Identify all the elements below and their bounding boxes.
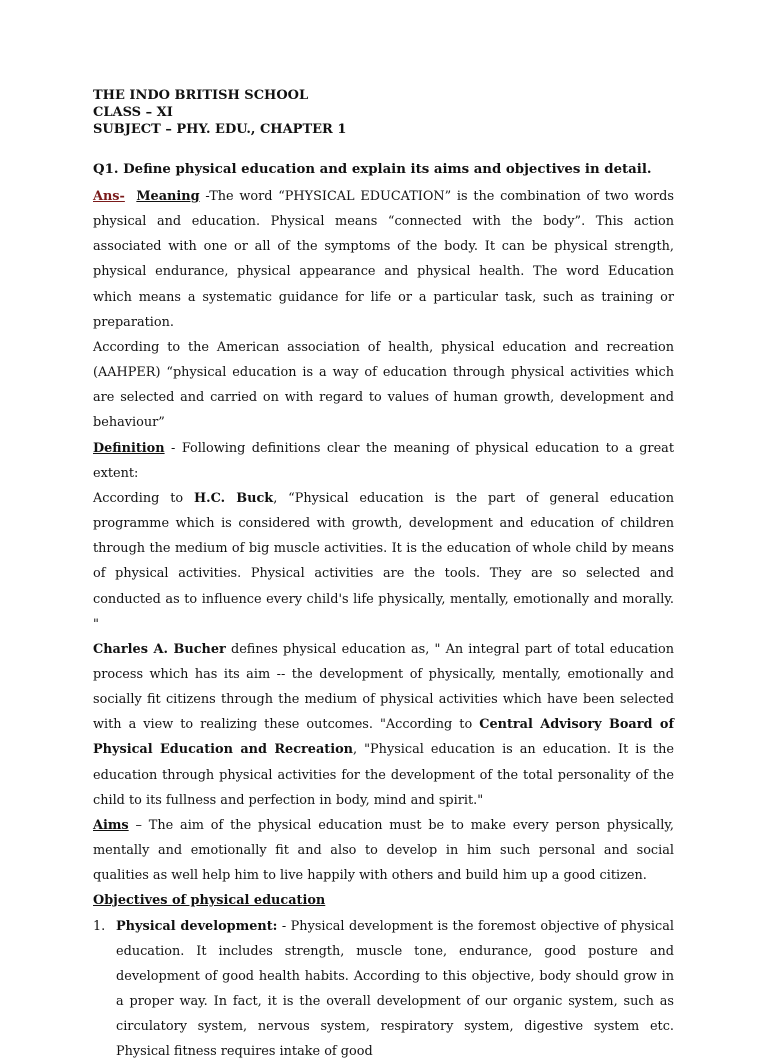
buck-prefix: According to xyxy=(93,490,194,506)
school-name: THE INDO BRITISH SCHOOL xyxy=(93,88,309,103)
definition-text: - Following definitions clear the meaning of physical education to a great extent: xyxy=(93,440,674,481)
bucher-paragraph xyxy=(93,637,674,813)
list-number: 1. xyxy=(93,918,106,934)
document-header xyxy=(93,87,346,138)
cabpe-name: Central Advisory Board of Physical Education and Recreation xyxy=(93,717,675,758)
buck-paragraph xyxy=(93,486,674,637)
buck-text: , “Physical education is the part of general education programme which is considered with growth, development and education of children through the medium of big muscle activities. It is the education of whole child by means of physical activities. Physical activities are the tools. They are so selected and conducted as to influence every child's life physically, mentally, emotionally and morally. " xyxy=(93,490,674,632)
meaning-label: Meaning xyxy=(136,189,200,204)
definition-paragraph xyxy=(93,436,674,486)
aims-paragraph xyxy=(93,813,674,888)
objectives-heading: Objectives of physical education xyxy=(93,893,326,909)
list-item xyxy=(93,914,674,1064)
ans-label: Ans- xyxy=(93,189,125,204)
objective-title: Physical development: xyxy=(116,918,278,934)
subject-line: SUBJECT – PHY. EDU., CHAPTER 1 xyxy=(93,122,347,137)
class-line: CLASS – XI xyxy=(93,105,173,120)
aims-label: Aims xyxy=(93,817,129,833)
aims-text: – The aim of the physical education must be to make every person physically, mentally and emotionally fit and also to develop in him such personal and social qualities as well help him to live happily with others and build him up a good citizen. xyxy=(93,817,674,884)
meaning-paragraph xyxy=(93,184,674,335)
buck-name: H.C. Buck xyxy=(193,490,274,506)
question-heading: Q1. Define physical education and explain its aims and objectives in detail. xyxy=(93,162,652,177)
meaning-text: -The word “PHYSICAL EDUCATION” is the combination of two words physical and education. Physical means “connected with the body”. This action associated with one or all of the symptoms of the body. It can be physical strength, physical endurance, physical appearance and physical health. The word Education which means a systematic guidance for life or a particular task, such as training or preparation. xyxy=(93,189,674,330)
objective-text: - Physical development is the foremost objective of physical education. It includes strength, muscle tone, endurance, good posture and development of good health habits. According to this objective, body should grow in a proper way. In fact, it is the overall development of our organic system, such as circulatory system, nervous system, respiratory system, digestive system etc. Physical fitness requires intake of good xyxy=(116,918,674,1060)
list-text xyxy=(116,914,674,1064)
cabpe-text: , "Physical education is an education. It is the education through physical activities for the development of the total personality of the child to its fullness and perfection in body, mind and spirit." xyxy=(93,742,674,808)
definition-label: Definition xyxy=(93,440,165,456)
answer-body xyxy=(93,184,674,1064)
bucher-name: Charles A. Bucher xyxy=(93,641,226,657)
aahper-paragraph: According to the American association of health, physical education and recreation (AAHPER) “physical education is a way of education through physical activities which are selected and carried on with regard to values of human growth, development and behaviour” xyxy=(93,339,674,431)
bucher-text: defines physical education as, " An integral part of total education process which has its aim -- the development of physically, mentally, emotionally and socially fit citizens through the medium of physical activities which have been selected with a view to realizing these outcomes. "According to xyxy=(93,641,674,733)
